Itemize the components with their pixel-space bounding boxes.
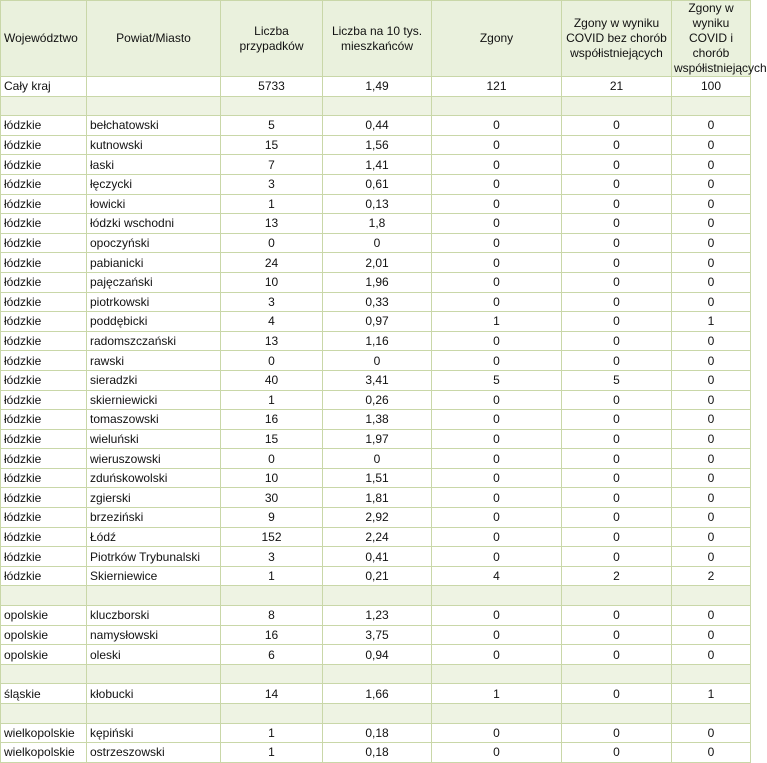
wojewodztwo-cell: łódzkie (1, 272, 87, 292)
deaths-comorbid-cell: 1 (672, 684, 751, 704)
separator-cell (323, 664, 432, 684)
powiat-cell: kutnowski (87, 135, 221, 155)
cases-cell: 4 (221, 312, 323, 332)
deaths-covid-only-cell: 0 (562, 527, 672, 547)
powiat-cell: namysłowski (87, 625, 221, 645)
powiat-cell: piotrkowski (87, 292, 221, 312)
deaths-covid-only-cell: 0 (562, 233, 672, 253)
table-row (1, 253, 751, 273)
powiat-cell: kłobucki (87, 684, 221, 704)
deaths-comorbid-cell: 0 (672, 606, 751, 626)
deaths-cell: 0 (432, 508, 562, 528)
header-liczba-na-10tys: Liczba na 10 tys. mieszkańców (323, 1, 432, 77)
deaths-covid-only-cell: 0 (562, 194, 672, 214)
separator-cell (432, 586, 562, 606)
deaths-comorbid-cell: 0 (672, 743, 751, 763)
deaths-comorbid-cell: 0 (672, 410, 751, 430)
wojewodztwo-cell: łódzkie (1, 155, 87, 175)
total-powiat (87, 77, 221, 97)
deaths-cell: 0 (432, 253, 562, 273)
deaths-covid-only-cell: 0 (562, 449, 672, 469)
table-row (1, 214, 751, 234)
deaths-covid-only-cell: 0 (562, 625, 672, 645)
deaths-covid-only-cell: 0 (562, 606, 672, 626)
wojewodztwo-cell: łódzkie (1, 233, 87, 253)
table-row (1, 194, 751, 214)
separator-cell (1, 704, 87, 724)
deaths-cell: 0 (432, 723, 562, 743)
powiat-cell: oleski (87, 645, 221, 665)
deaths-comorbid-cell: 0 (672, 194, 751, 214)
separator-cell (432, 664, 562, 684)
deaths-covid-only-cell: 0 (562, 547, 672, 567)
deaths-covid-only-cell: 0 (562, 135, 672, 155)
deaths-cell: 0 (432, 135, 562, 155)
wojewodztwo-cell: łódzkie (1, 194, 87, 214)
deaths-comorbid-cell: 0 (672, 370, 751, 390)
rate-cell: 0,26 (323, 390, 432, 410)
rate-cell: 0,94 (323, 645, 432, 665)
rate-cell: 1,97 (323, 429, 432, 449)
header-wojewodztwo: Województwo (1, 1, 87, 77)
table-row (1, 155, 751, 175)
powiat-cell: zduńskowolski (87, 468, 221, 488)
deaths-cell: 5 (432, 370, 562, 390)
deaths-covid-only-cell: 0 (562, 410, 672, 430)
deaths-covid-only-cell: 0 (562, 390, 672, 410)
cases-cell: 10 (221, 468, 323, 488)
cases-cell: 30 (221, 488, 323, 508)
rate-cell: 3,41 (323, 370, 432, 390)
deaths-comorbid-cell: 1 (672, 312, 751, 332)
rate-cell: 1,96 (323, 272, 432, 292)
rate-cell: 3,75 (323, 625, 432, 645)
cases-cell: 16 (221, 625, 323, 645)
deaths-comorbid-cell: 0 (672, 508, 751, 528)
cases-cell: 3 (221, 547, 323, 567)
deaths-cell: 0 (432, 645, 562, 665)
deaths-cell: 0 (432, 468, 562, 488)
cases-cell: 0 (221, 351, 323, 371)
table-row (1, 625, 751, 645)
cases-cell: 1 (221, 723, 323, 743)
rate-cell: 1,38 (323, 410, 432, 430)
deaths-cell: 0 (432, 174, 562, 194)
deaths-cell: 1 (432, 312, 562, 332)
deaths-cell: 4 (432, 566, 562, 586)
deaths-covid-only-cell: 5 (562, 370, 672, 390)
deaths-comorbid-cell: 0 (672, 292, 751, 312)
wojewodztwo-cell: łódzkie (1, 253, 87, 273)
table-row (1, 370, 751, 390)
deaths-covid-only-cell: 0 (562, 723, 672, 743)
separator-row (1, 664, 751, 684)
table-row (1, 449, 751, 469)
wojewodztwo-cell: łódzkie (1, 135, 87, 155)
powiat-cell: rawski (87, 351, 221, 371)
wojewodztwo-cell: śląskie (1, 684, 87, 704)
wojewodztwo-cell: łódzkie (1, 527, 87, 547)
cases-cell: 15 (221, 135, 323, 155)
separator-cell (562, 96, 672, 116)
rate-cell: 2,92 (323, 508, 432, 528)
wojewodztwo-cell: łódzkie (1, 174, 87, 194)
rate-cell: 2,24 (323, 527, 432, 547)
wojewodztwo-cell: łódzkie (1, 214, 87, 234)
cases-cell: 0 (221, 233, 323, 253)
powiat-cell: pajęczański (87, 272, 221, 292)
deaths-covid-only-cell: 0 (562, 214, 672, 234)
rate-cell: 1,81 (323, 488, 432, 508)
deaths-comorbid-cell: 2 (672, 566, 751, 586)
powiat-cell: radomszczański (87, 331, 221, 351)
powiat-cell: kluczborski (87, 606, 221, 626)
powiat-cell: pabianicki (87, 253, 221, 273)
deaths-cell: 0 (432, 547, 562, 567)
separator-cell (221, 664, 323, 684)
table-row (1, 723, 751, 743)
cases-cell: 3 (221, 292, 323, 312)
deaths-covid-only-cell: 0 (562, 488, 672, 508)
table-row (1, 312, 751, 332)
total-deaths-comorbid: 100 (672, 77, 751, 97)
wojewodztwo-cell: łódzkie (1, 116, 87, 136)
deaths-cell: 0 (432, 351, 562, 371)
powiat-cell: wieruszowski (87, 449, 221, 469)
separator-cell (87, 664, 221, 684)
wojewodztwo-cell: łódzkie (1, 488, 87, 508)
powiat-cell: skierniewicki (87, 390, 221, 410)
rate-cell: 1,16 (323, 331, 432, 351)
rate-cell: 1,51 (323, 468, 432, 488)
total-deaths: 121 (432, 77, 562, 97)
deaths-covid-only-cell: 0 (562, 155, 672, 175)
deaths-covid-only-cell: 0 (562, 253, 672, 273)
powiat-cell: opoczyński (87, 233, 221, 253)
header-zgony: Zgony (432, 1, 562, 77)
rate-cell: 0,97 (323, 312, 432, 332)
deaths-comorbid-cell: 0 (672, 449, 751, 469)
table-row (1, 272, 751, 292)
table-row (1, 468, 751, 488)
separator-cell (1, 96, 87, 116)
separator-cell (562, 704, 672, 724)
total-row (1, 77, 751, 97)
rate-cell: 0,18 (323, 723, 432, 743)
cases-cell: 40 (221, 370, 323, 390)
separator-cell (87, 96, 221, 116)
rate-cell: 1,8 (323, 214, 432, 234)
rate-cell: 0 (323, 351, 432, 371)
deaths-comorbid-cell: 0 (672, 155, 751, 175)
cases-cell: 1 (221, 194, 323, 214)
wojewodztwo-cell: łódzkie (1, 312, 87, 332)
cases-cell: 13 (221, 331, 323, 351)
rate-cell: 1,56 (323, 135, 432, 155)
powiat-cell: poddębicki (87, 312, 221, 332)
separator-cell (323, 704, 432, 724)
separator-cell (1, 664, 87, 684)
cases-cell: 1 (221, 390, 323, 410)
rate-cell: 0,44 (323, 116, 432, 136)
separator-cell (323, 96, 432, 116)
separator-cell (221, 96, 323, 116)
deaths-cell: 0 (432, 155, 562, 175)
wojewodztwo-cell: wielkopolskie (1, 723, 87, 743)
deaths-comorbid-cell: 0 (672, 135, 751, 155)
rate-cell: 0,18 (323, 743, 432, 763)
cases-cell: 6 (221, 645, 323, 665)
rate-cell: 0,61 (323, 174, 432, 194)
wojewodztwo-cell: wielkopolskie (1, 743, 87, 763)
deaths-comorbid-cell: 0 (672, 547, 751, 567)
total-rate: 1,49 (323, 77, 432, 97)
cases-cell: 9 (221, 508, 323, 528)
wojewodztwo-cell: łódzkie (1, 331, 87, 351)
cases-cell: 7 (221, 155, 323, 175)
powiat-cell: Łódź (87, 527, 221, 547)
total-cases: 5733 (221, 77, 323, 97)
deaths-comorbid-cell: 0 (672, 390, 751, 410)
deaths-cell: 0 (432, 527, 562, 547)
deaths-cell: 0 (432, 292, 562, 312)
powiat-cell: tomaszowski (87, 410, 221, 430)
header-zgony-z-chorobami: Zgony w wyniku COVID i chorób współistniejących (672, 1, 751, 77)
powiat-cell: Skierniewice (87, 566, 221, 586)
deaths-covid-only-cell: 0 (562, 174, 672, 194)
cases-cell: 13 (221, 214, 323, 234)
powiat-cell: łęczycki (87, 174, 221, 194)
wojewodztwo-cell: łódzkie (1, 566, 87, 586)
deaths-comorbid-cell: 0 (672, 527, 751, 547)
separator-cell (432, 704, 562, 724)
deaths-comorbid-cell: 0 (672, 272, 751, 292)
deaths-cell: 0 (432, 488, 562, 508)
cases-cell: 0 (221, 449, 323, 469)
deaths-covid-only-cell: 0 (562, 743, 672, 763)
deaths-comorbid-cell: 0 (672, 116, 751, 136)
deaths-covid-only-cell: 0 (562, 684, 672, 704)
deaths-comorbid-cell: 0 (672, 214, 751, 234)
deaths-comorbid-cell: 0 (672, 233, 751, 253)
table-row (1, 174, 751, 194)
separator-cell (432, 96, 562, 116)
wojewodztwo-cell: łódzkie (1, 370, 87, 390)
deaths-cell: 0 (432, 410, 562, 430)
wojewodztwo-cell: łódzkie (1, 429, 87, 449)
header-liczba-przypadkow: Liczba przypadków (221, 1, 323, 77)
cases-cell: 8 (221, 606, 323, 626)
header-zgony-bez-chorob: Zgony w wyniku COVID bez chorób współistniejących (562, 1, 672, 77)
separator-row (1, 96, 751, 116)
deaths-cell: 0 (432, 449, 562, 469)
deaths-cell: 0 (432, 625, 562, 645)
deaths-covid-only-cell: 0 (562, 429, 672, 449)
deaths-cell: 0 (432, 743, 562, 763)
rate-cell: 1,41 (323, 155, 432, 175)
deaths-covid-only-cell: 0 (562, 468, 672, 488)
cases-cell: 10 (221, 272, 323, 292)
rate-cell: 0,33 (323, 292, 432, 312)
header-powiat: Powiat/Miasto (87, 1, 221, 77)
deaths-cell: 0 (432, 116, 562, 136)
table-row (1, 429, 751, 449)
wojewodztwo-cell: łódzkie (1, 351, 87, 371)
deaths-cell: 1 (432, 684, 562, 704)
separator-cell (672, 96, 751, 116)
rate-cell: 1,66 (323, 684, 432, 704)
deaths-covid-only-cell: 2 (562, 566, 672, 586)
cases-cell: 152 (221, 527, 323, 547)
cases-cell: 5 (221, 116, 323, 136)
deaths-cell: 0 (432, 233, 562, 253)
deaths-covid-only-cell: 0 (562, 331, 672, 351)
deaths-comorbid-cell: 0 (672, 488, 751, 508)
deaths-comorbid-cell: 0 (672, 429, 751, 449)
cases-cell: 1 (221, 566, 323, 586)
deaths-covid-only-cell: 0 (562, 312, 672, 332)
table-row (1, 645, 751, 665)
header-row (1, 1, 751, 77)
powiat-cell: brzeziński (87, 508, 221, 528)
table-row (1, 508, 751, 528)
separator-row (1, 704, 751, 724)
powiat-cell: sieradzki (87, 370, 221, 390)
cases-cell: 3 (221, 174, 323, 194)
deaths-cell: 0 (432, 214, 562, 234)
deaths-covid-only-cell: 0 (562, 351, 672, 371)
deaths-covid-only-cell: 0 (562, 116, 672, 136)
deaths-comorbid-cell: 0 (672, 331, 751, 351)
deaths-comorbid-cell: 0 (672, 645, 751, 665)
cases-cell: 16 (221, 410, 323, 430)
table-row (1, 116, 751, 136)
powiat-cell: wieluński (87, 429, 221, 449)
deaths-cell: 0 (432, 606, 562, 626)
rate-cell: 1,23 (323, 606, 432, 626)
rate-cell: 0,41 (323, 547, 432, 567)
deaths-covid-only-cell: 0 (562, 508, 672, 528)
rate-cell: 0,21 (323, 566, 432, 586)
wojewodztwo-cell: łódzkie (1, 547, 87, 567)
wojewodztwo-cell: łódzkie (1, 410, 87, 430)
table-row (1, 390, 751, 410)
separator-cell (672, 704, 751, 724)
deaths-comorbid-cell: 0 (672, 625, 751, 645)
separator-cell (323, 586, 432, 606)
cases-cell: 15 (221, 429, 323, 449)
wojewodztwo-cell: łódzkie (1, 468, 87, 488)
separator-cell (562, 586, 672, 606)
powiat-cell: ostrzeszowski (87, 743, 221, 763)
table-row (1, 488, 751, 508)
deaths-comorbid-cell: 0 (672, 174, 751, 194)
separator-cell (1, 586, 87, 606)
rate-cell: 0 (323, 449, 432, 469)
cases-cell: 1 (221, 743, 323, 763)
table-row (1, 684, 751, 704)
deaths-cell: 0 (432, 429, 562, 449)
separator-cell (562, 664, 672, 684)
table-row (1, 527, 751, 547)
rate-cell: 0 (323, 233, 432, 253)
separator-cell (221, 704, 323, 724)
separator-cell (672, 586, 751, 606)
deaths-cell: 0 (432, 272, 562, 292)
deaths-comorbid-cell: 0 (672, 468, 751, 488)
wojewodztwo-cell: łódzkie (1, 292, 87, 312)
separator-cell (221, 586, 323, 606)
wojewodztwo-cell: opolskie (1, 645, 87, 665)
total-deaths-covid-only: 21 (562, 77, 672, 97)
powiat-cell: bełchatowski (87, 116, 221, 136)
cases-cell: 24 (221, 253, 323, 273)
powiat-cell: łódzki wschodni (87, 214, 221, 234)
table-row (1, 292, 751, 312)
powiat-cell: zgierski (87, 488, 221, 508)
deaths-covid-only-cell: 0 (562, 272, 672, 292)
deaths-cell: 0 (432, 390, 562, 410)
table-row (1, 410, 751, 430)
wojewodztwo-cell: opolskie (1, 606, 87, 626)
table-row (1, 606, 751, 626)
table-row (1, 351, 751, 371)
table-row (1, 547, 751, 567)
rate-cell: 0,13 (323, 194, 432, 214)
deaths-covid-only-cell: 0 (562, 645, 672, 665)
table-row (1, 331, 751, 351)
deaths-cell: 0 (432, 194, 562, 214)
powiat-cell: łowicki (87, 194, 221, 214)
separator-cell (87, 704, 221, 724)
wojewodztwo-cell: łódzkie (1, 508, 87, 528)
cases-cell: 14 (221, 684, 323, 704)
wojewodztwo-cell: łódzkie (1, 449, 87, 469)
powiat-cell: kępiński (87, 723, 221, 743)
powiat-cell: łaski (87, 155, 221, 175)
table-row (1, 135, 751, 155)
deaths-cell: 0 (432, 331, 562, 351)
table-row (1, 566, 751, 586)
separator-cell (87, 586, 221, 606)
total-label: Cały kraj (1, 77, 87, 97)
deaths-comorbid-cell: 0 (672, 253, 751, 273)
deaths-covid-only-cell: 0 (562, 292, 672, 312)
powiat-cell: Piotrków Trybunalski (87, 547, 221, 567)
wojewodztwo-cell: opolskie (1, 625, 87, 645)
deaths-comorbid-cell: 0 (672, 723, 751, 743)
table-row (1, 233, 751, 253)
separator-cell (672, 664, 751, 684)
separator-row (1, 586, 751, 606)
deaths-comorbid-cell: 0 (672, 351, 751, 371)
wojewodztwo-cell: łódzkie (1, 390, 87, 410)
rate-cell: 2,01 (323, 253, 432, 273)
table-row (1, 743, 751, 763)
